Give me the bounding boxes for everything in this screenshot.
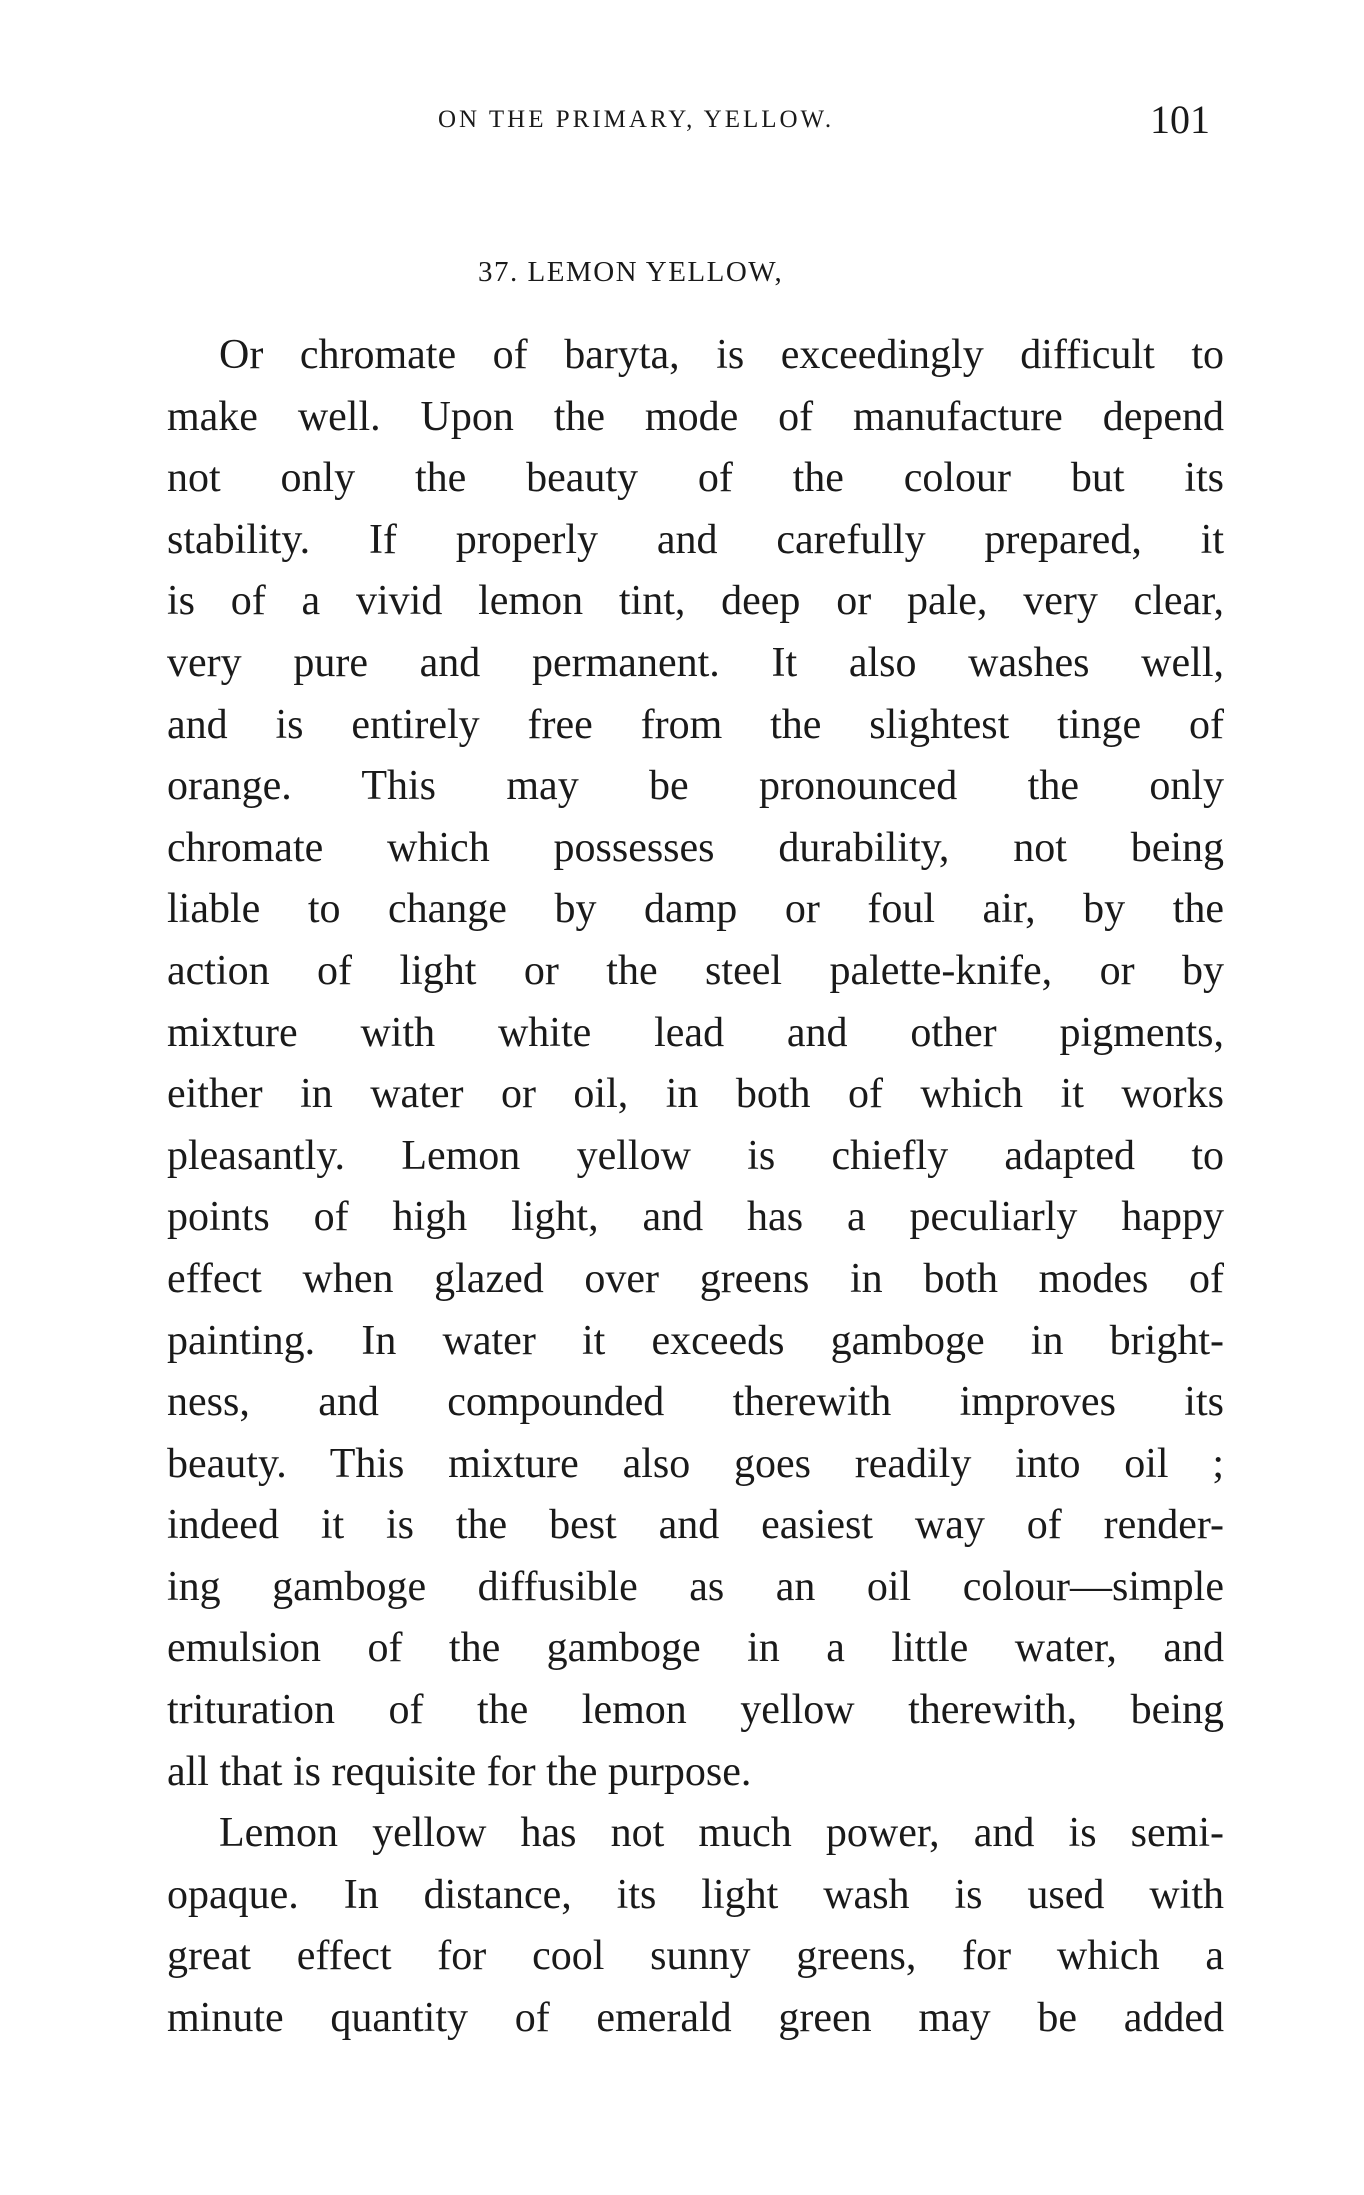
text-line: Lemon yellow has not much power, and is semi- bbox=[219, 1810, 1224, 1857]
text-line: minute quantity of emerald green may be added bbox=[167, 1995, 1224, 2042]
text-line: Or chromate of baryta, is exceedingly difficult to bbox=[219, 332, 1224, 378]
text-line: ness, and compounded therewith improves its bbox=[167, 1379, 1224, 1426]
text-line: pleasantly. Lemon yellow is chiefly adapted to bbox=[167, 1132, 1224, 1179]
text-line: indeed it is the best and easiest way of render- bbox=[167, 1502, 1224, 1549]
text-line: and is entirely free from the slightest tinge of bbox=[167, 701, 1224, 748]
body-text bbox=[167, 325, 1224, 2050]
text-line: very pure and permanent. It also washes well, bbox=[167, 639, 1224, 686]
text-line: stability. If properly and carefully prepared, it bbox=[167, 516, 1224, 563]
text-line: trituration of the lemon yellow therewith, being bbox=[167, 1687, 1224, 1734]
text-line: either in water or oil, in both of which it works bbox=[167, 1071, 1224, 1118]
page-number: 101 bbox=[1150, 97, 1210, 142]
text-line: effect when glazed over greens in both modes of bbox=[167, 1255, 1224, 1302]
text-line: mixture with white lead and other pigments, bbox=[167, 1009, 1224, 1056]
text-line: opaque. In distance, its light wash is used with bbox=[167, 1871, 1224, 1918]
text-line: is of a vivid lemon tint, deep or pale, very clear, bbox=[167, 578, 1224, 625]
text-line: action of light or the steel palette-knife, or by bbox=[167, 947, 1224, 994]
section-heading: 37. LEMON YELLOW, bbox=[478, 256, 784, 288]
text-line: points of high light, and has a peculiarly happy bbox=[167, 1194, 1224, 1241]
text-line: all that is requisite for the purpose. bbox=[167, 1748, 752, 1795]
text-line: painting. In water it exceeds gamboge in bright- bbox=[167, 1317, 1224, 1364]
text-line: not only the beauty of the colour but its bbox=[167, 455, 1224, 502]
text-line: chromate which possesses durability, not being bbox=[167, 824, 1224, 871]
running-head: ON THE PRIMARY, YELLOW. bbox=[438, 106, 835, 133]
text-line: emulsion of the gamboge in a little water, and bbox=[167, 1625, 1224, 1672]
text-line: ing gamboge diffusible as an oil colour—simple bbox=[167, 1563, 1224, 1610]
text-line: great effect for cool sunny greens, for which a bbox=[167, 1933, 1224, 1980]
text-line: orange. This may be pronounced the only bbox=[167, 763, 1224, 810]
text-line: liable to change by damp or foul air, by the bbox=[167, 886, 1224, 933]
text-line: make well. Upon the mode of manufacture depend bbox=[167, 393, 1224, 440]
text-line: beauty. This mixture also goes readily into oil ; bbox=[167, 1440, 1224, 1487]
